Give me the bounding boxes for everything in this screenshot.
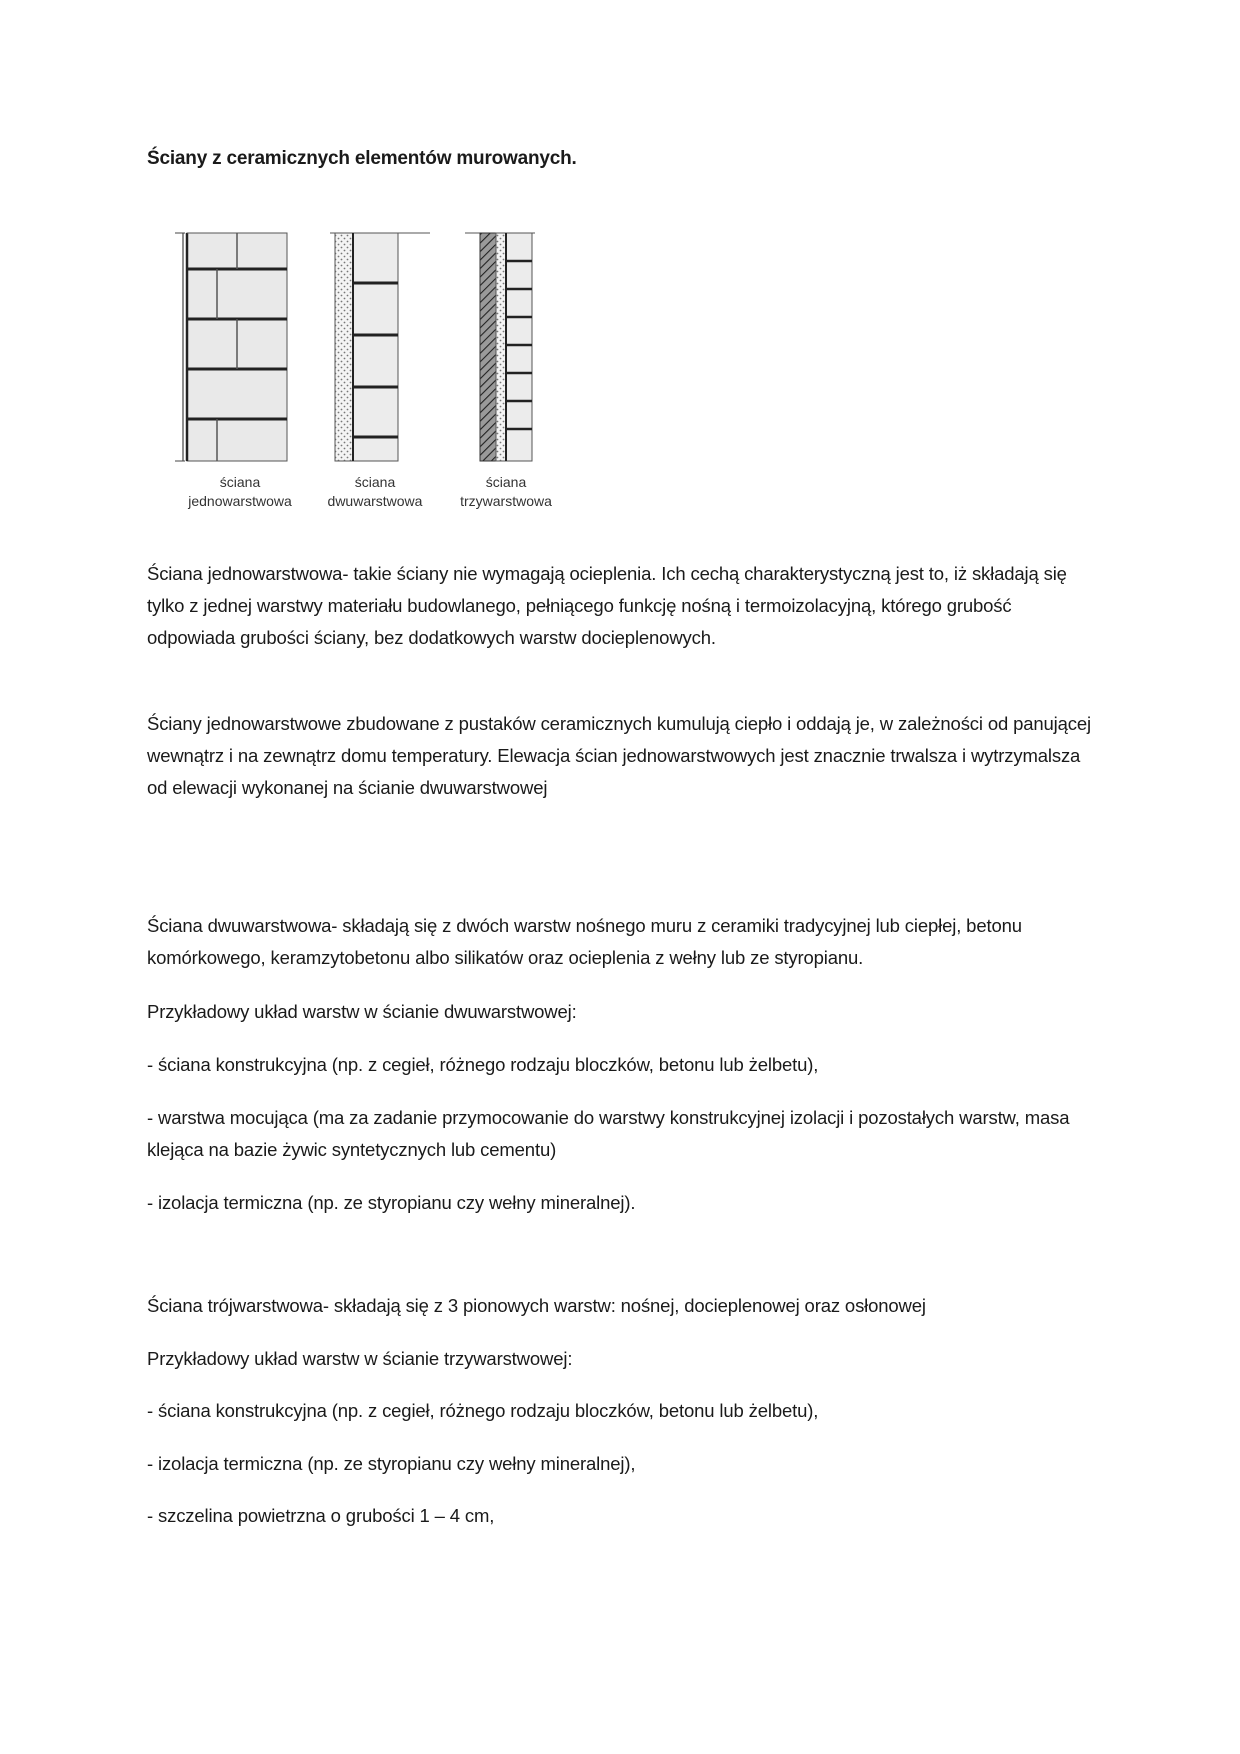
paragraph-triple-layer-definition: [147, 1290, 1097, 1322]
wall-types-figure: [175, 225, 615, 525]
list-item-triple-air-gap: [147, 1500, 1097, 1532]
paragraph: Ściana jednowarstwowa- takie ściany nie wymagają ocieplenia. Ich cechą charakterystyczną jest to, iż składają się tylko z jednej warstwy materiału budowlanego, pełniącego funkcję nośną i termoizolacyjną, którego grubość odpowiada grubości ściany, bez dodatkowych warstw docieplenowych.: [147, 563, 1067, 648]
caption-double-layer: [305, 473, 445, 511]
paragraph: Ściany jednowarstwowe zbudowane z pustaków ceramicznych kumulują ciepło i oddają je, w zależności od panującej wewnątrz i na zewnątrz domu temperatury. Elewacja ścian jednowarstwowych jest znacznie trwalsza i wytrzymalsza od elewacji wykonanej na ścianie dwuwarstwowej: [147, 713, 1091, 798]
single-layer-wall-section: [175, 233, 287, 461]
paragraph: Przykładowy układ warstw w ścianie dwuwarstwowej:: [147, 1001, 577, 1022]
paragraph: Przykładowy układ warstw w ścianie trzywarstwowej:: [147, 1348, 573, 1369]
list-item-double-mounting-layer: [147, 1102, 1097, 1166]
triple-layer-wall-section: [465, 233, 535, 461]
list-item: - warstwa mocująca (ma za zadanie przymocowanie do warstwy konstrukcyjnej izolacji i pozostałych warstw, masa klejąca na bazie żywic syntetycznych lub cementu): [147, 1107, 1070, 1160]
paragraph-triple-layer-example-heading: [147, 1343, 1097, 1375]
paragraph: Ściana dwuwarstwowa- składają się z dwóch warstw nośnego muru z ceramiki tradycyjnej lub ciepłej, betonu komórkowego, keramzytobetonu albo silikatów oraz ocieplenia z wełny lub ze styropianu.: [147, 915, 1022, 968]
list-item: - ściana konstrukcyjna (np. z cegieł, różnego rodzaju bloczków, betonu lub żelbetu),: [147, 1054, 819, 1075]
paragraph-single-layer-definition: [147, 558, 1097, 654]
caption-triple-layer: [436, 473, 576, 511]
document-title: Ściany z ceramicznych elementów murowanych.: [147, 148, 577, 169]
paragraph-double-layer-definition: [147, 910, 1097, 974]
list-item: - ściana konstrukcyjna (np. z cegieł, różnego rodzaju bloczków, betonu lub żelbetu),: [147, 1400, 819, 1421]
caption-line: trzywarstwowa: [460, 493, 552, 509]
list-item: - szczelina powietrzna o grubości 1 – 4 cm,: [147, 1505, 495, 1526]
caption-single-layer: [170, 473, 310, 511]
list-item-double-construction-wall: [147, 1049, 1097, 1081]
caption-line: ściana: [485, 474, 527, 490]
list-item: - izolacja termiczna (np. ze styropianu czy wełny mineralnej).: [147, 1192, 636, 1213]
list-item-triple-thermal-insulation: [147, 1448, 1097, 1480]
list-item-double-thermal-insulation: [147, 1187, 1097, 1219]
list-item-triple-construction-wall: [147, 1395, 1097, 1427]
paragraph-double-layer-example-heading: [147, 996, 1097, 1028]
caption-line: jednowarstwowa: [188, 493, 292, 509]
caption-line: dwuwarstwowa: [327, 493, 423, 509]
caption-line: ściana: [354, 474, 396, 490]
double-layer-wall-section: [330, 233, 430, 461]
paragraph-single-layer-properties: [147, 708, 1097, 804]
caption-line: ściana: [219, 474, 261, 490]
list-item: - izolacja termiczna (np. ze styropianu czy wełny mineralnej),: [147, 1453, 636, 1474]
paragraph: Ściana trójwarstwowa- składają się z 3 pionowych warstw: nośnej, docieplenowej oraz osłonowej: [147, 1295, 926, 1316]
